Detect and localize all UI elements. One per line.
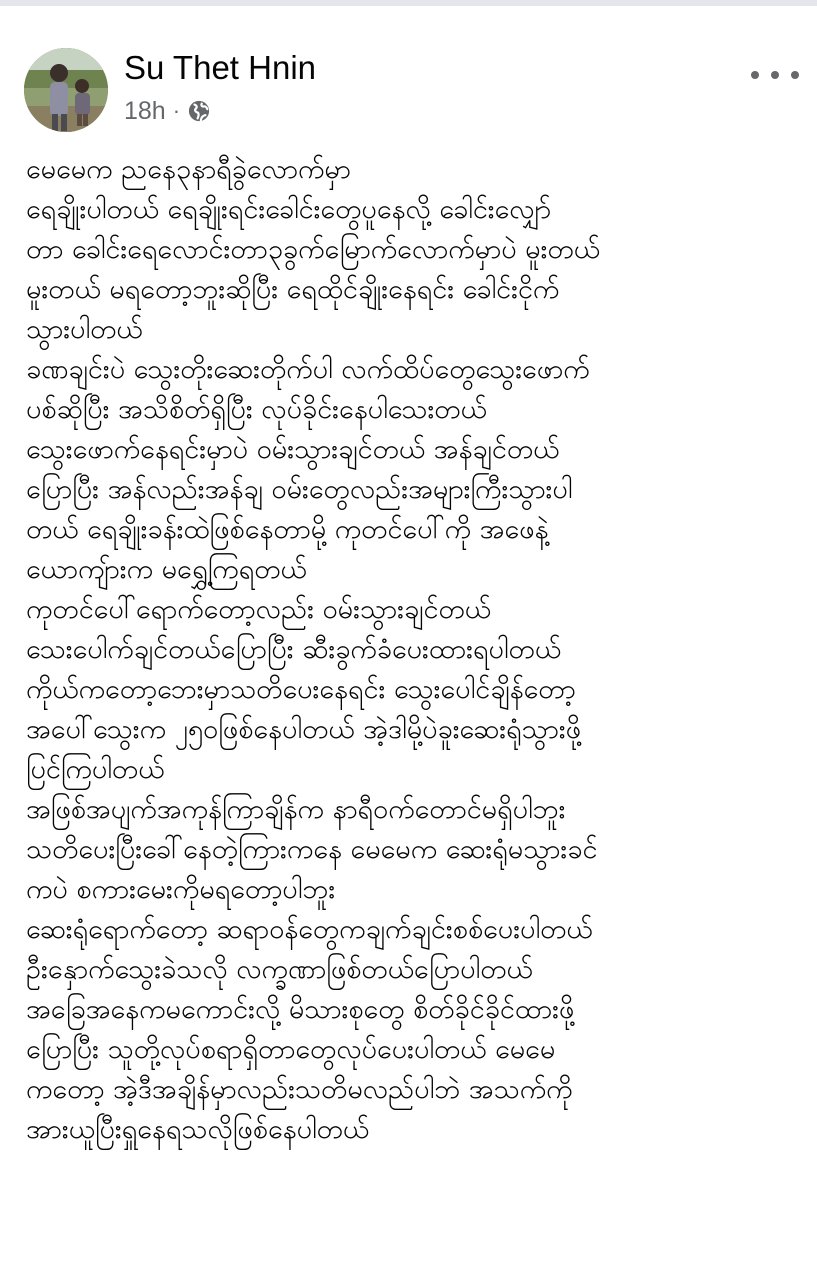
post-timestamp[interactable]: 18h	[124, 96, 166, 125]
post-text-line: ရေချိုးပါတယ် ရေချိုးရင်းခေါင်းတွေပူနေလို့ ခေါင်းလျှော်	[26, 194, 552, 225]
post-text-line: အပေါ်သွေးက ၂၅၀ဖြစ်နေပါတယ် အဲ့ဒါမို့ပဲခူးဆေးရုံသွားဖို့	[26, 714, 582, 745]
post-text	[26, 150, 806, 1150]
post-text-line: ကပဲ စကားမေးကိုမရတော့ပါဘူး	[26, 874, 336, 905]
post-text-line: သတိပေးပြီးခေါ်နေတဲ့ကြားကနေ မေမေက ဆေးရုံမသွားခင်	[26, 834, 598, 865]
post-text-line: ခဏချင်းပဲ သွေးတိုးဆေးတိုက်ပါ လက်ထိပ်တွေသွေးဖောက်	[26, 354, 590, 385]
post-header	[24, 46, 799, 136]
author-name[interactable]: Su Thet Hnin	[124, 49, 317, 86]
post-text-line: ကတော့ အဲ့ဒီအချိန်မှာလည်းသတိမလည်ပါဘဲ အသက်ကို	[26, 1074, 573, 1105]
post-text-line: မူးတယ် မရတော့ဘူးဆိုပြီး ရေထိုင်ချိုးနေရင်း ခေါင်းငိုက်	[26, 274, 560, 305]
post-text-line: ဦးနှောက်သွေးခဲသလို လက္ခဏာဖြစ်တယ်ပြောပါတယ်	[26, 954, 533, 985]
post-text-line: တယ် ရေချိုးခန်းထဲဖြစ်နေတာမို့ ကုတင်ပေါ်ကို အဖေနဲ့	[26, 514, 549, 545]
post-text-line: ပစ်ဆိုပြီး အသိစိတ်ရှိပြီး လုပ်ခိုင်းနေပါသေးတယ်	[26, 394, 487, 425]
post-text-line: အားယူပြီးရှူနေရသလိုဖြစ်နေပါတယ်	[26, 1114, 370, 1145]
post-text-line: သေးပေါက်ချင်တယ်ပြောပြီး ဆီးခွက်ခံပေးထားရပါတယ်	[26, 634, 562, 665]
more-horizontal-icon	[751, 71, 759, 79]
globe-icon[interactable]	[188, 100, 210, 122]
post-text-line: ပြောပြီး သူတို့လုပ်စရာရှိတာတွေလုပ်ပေးပါတယ် မေမေ	[26, 1034, 556, 1065]
more-options-button[interactable]	[751, 60, 799, 90]
post-text-line: သွားပါတယ်	[26, 314, 143, 345]
post-text-line: ဆေးရုံရောက်တော့ ဆရာဝန်တွေကချက်ချင်းစစ်ပေးပါတယ်	[26, 914, 593, 945]
avatar-photo-icon	[24, 48, 108, 132]
post-text-line: ပြင်ကြပါတယ်	[26, 754, 165, 785]
meta-separator: ·	[172, 98, 181, 123]
post-text-line: သွေးဖောက်နေရင်းမှာပဲ ဝမ်းသွားချင်တယ် အန်ချင်တယ်	[26, 434, 560, 465]
post-meta	[124, 96, 210, 126]
post-text-line: မေမေက ညနေ၃နာရီခွဲလောက်မှာ	[26, 154, 351, 185]
post-text-line: ပြောပြီး အန်လည်းအန်ချ ဝမ်းတွေလည်းအများကြီးသွားပါ	[26, 474, 573, 505]
post-text-line: ယောကျ်ားက မရွှေ့ကြရတယ်	[26, 554, 307, 585]
more-horizontal-icon	[791, 71, 799, 79]
post-text-line: ကုတင်ပေါ်ရောက်တော့လည်း ဝမ်းသွားချင်တယ်	[26, 594, 491, 625]
post-text-line: အဖြစ်အပျက်အကုန်ကြာချိန်က နာရီဝက်တောင်မရှိပါဘူး	[26, 794, 566, 825]
top-divider	[0, 0, 817, 6]
post-text-line: အခြေအနေကမကောင်းလို့ မိသားစုတွေ စိတ်ခိုင်ခိုင်ထားဖို့	[26, 994, 575, 1025]
post-text-line: တာ ခေါင်းရေလောင်းတာ၃ခွက်မြောက်လောက်မှာပဲ မူးတယ်	[26, 234, 600, 265]
post-text-line: ကိုယ်ကတော့ဘေးမှာသတိပေးနေရင်း သွေးပေါင်ချိန်တော့	[26, 674, 576, 705]
more-horizontal-icon	[771, 71, 779, 79]
avatar[interactable]	[24, 48, 108, 132]
